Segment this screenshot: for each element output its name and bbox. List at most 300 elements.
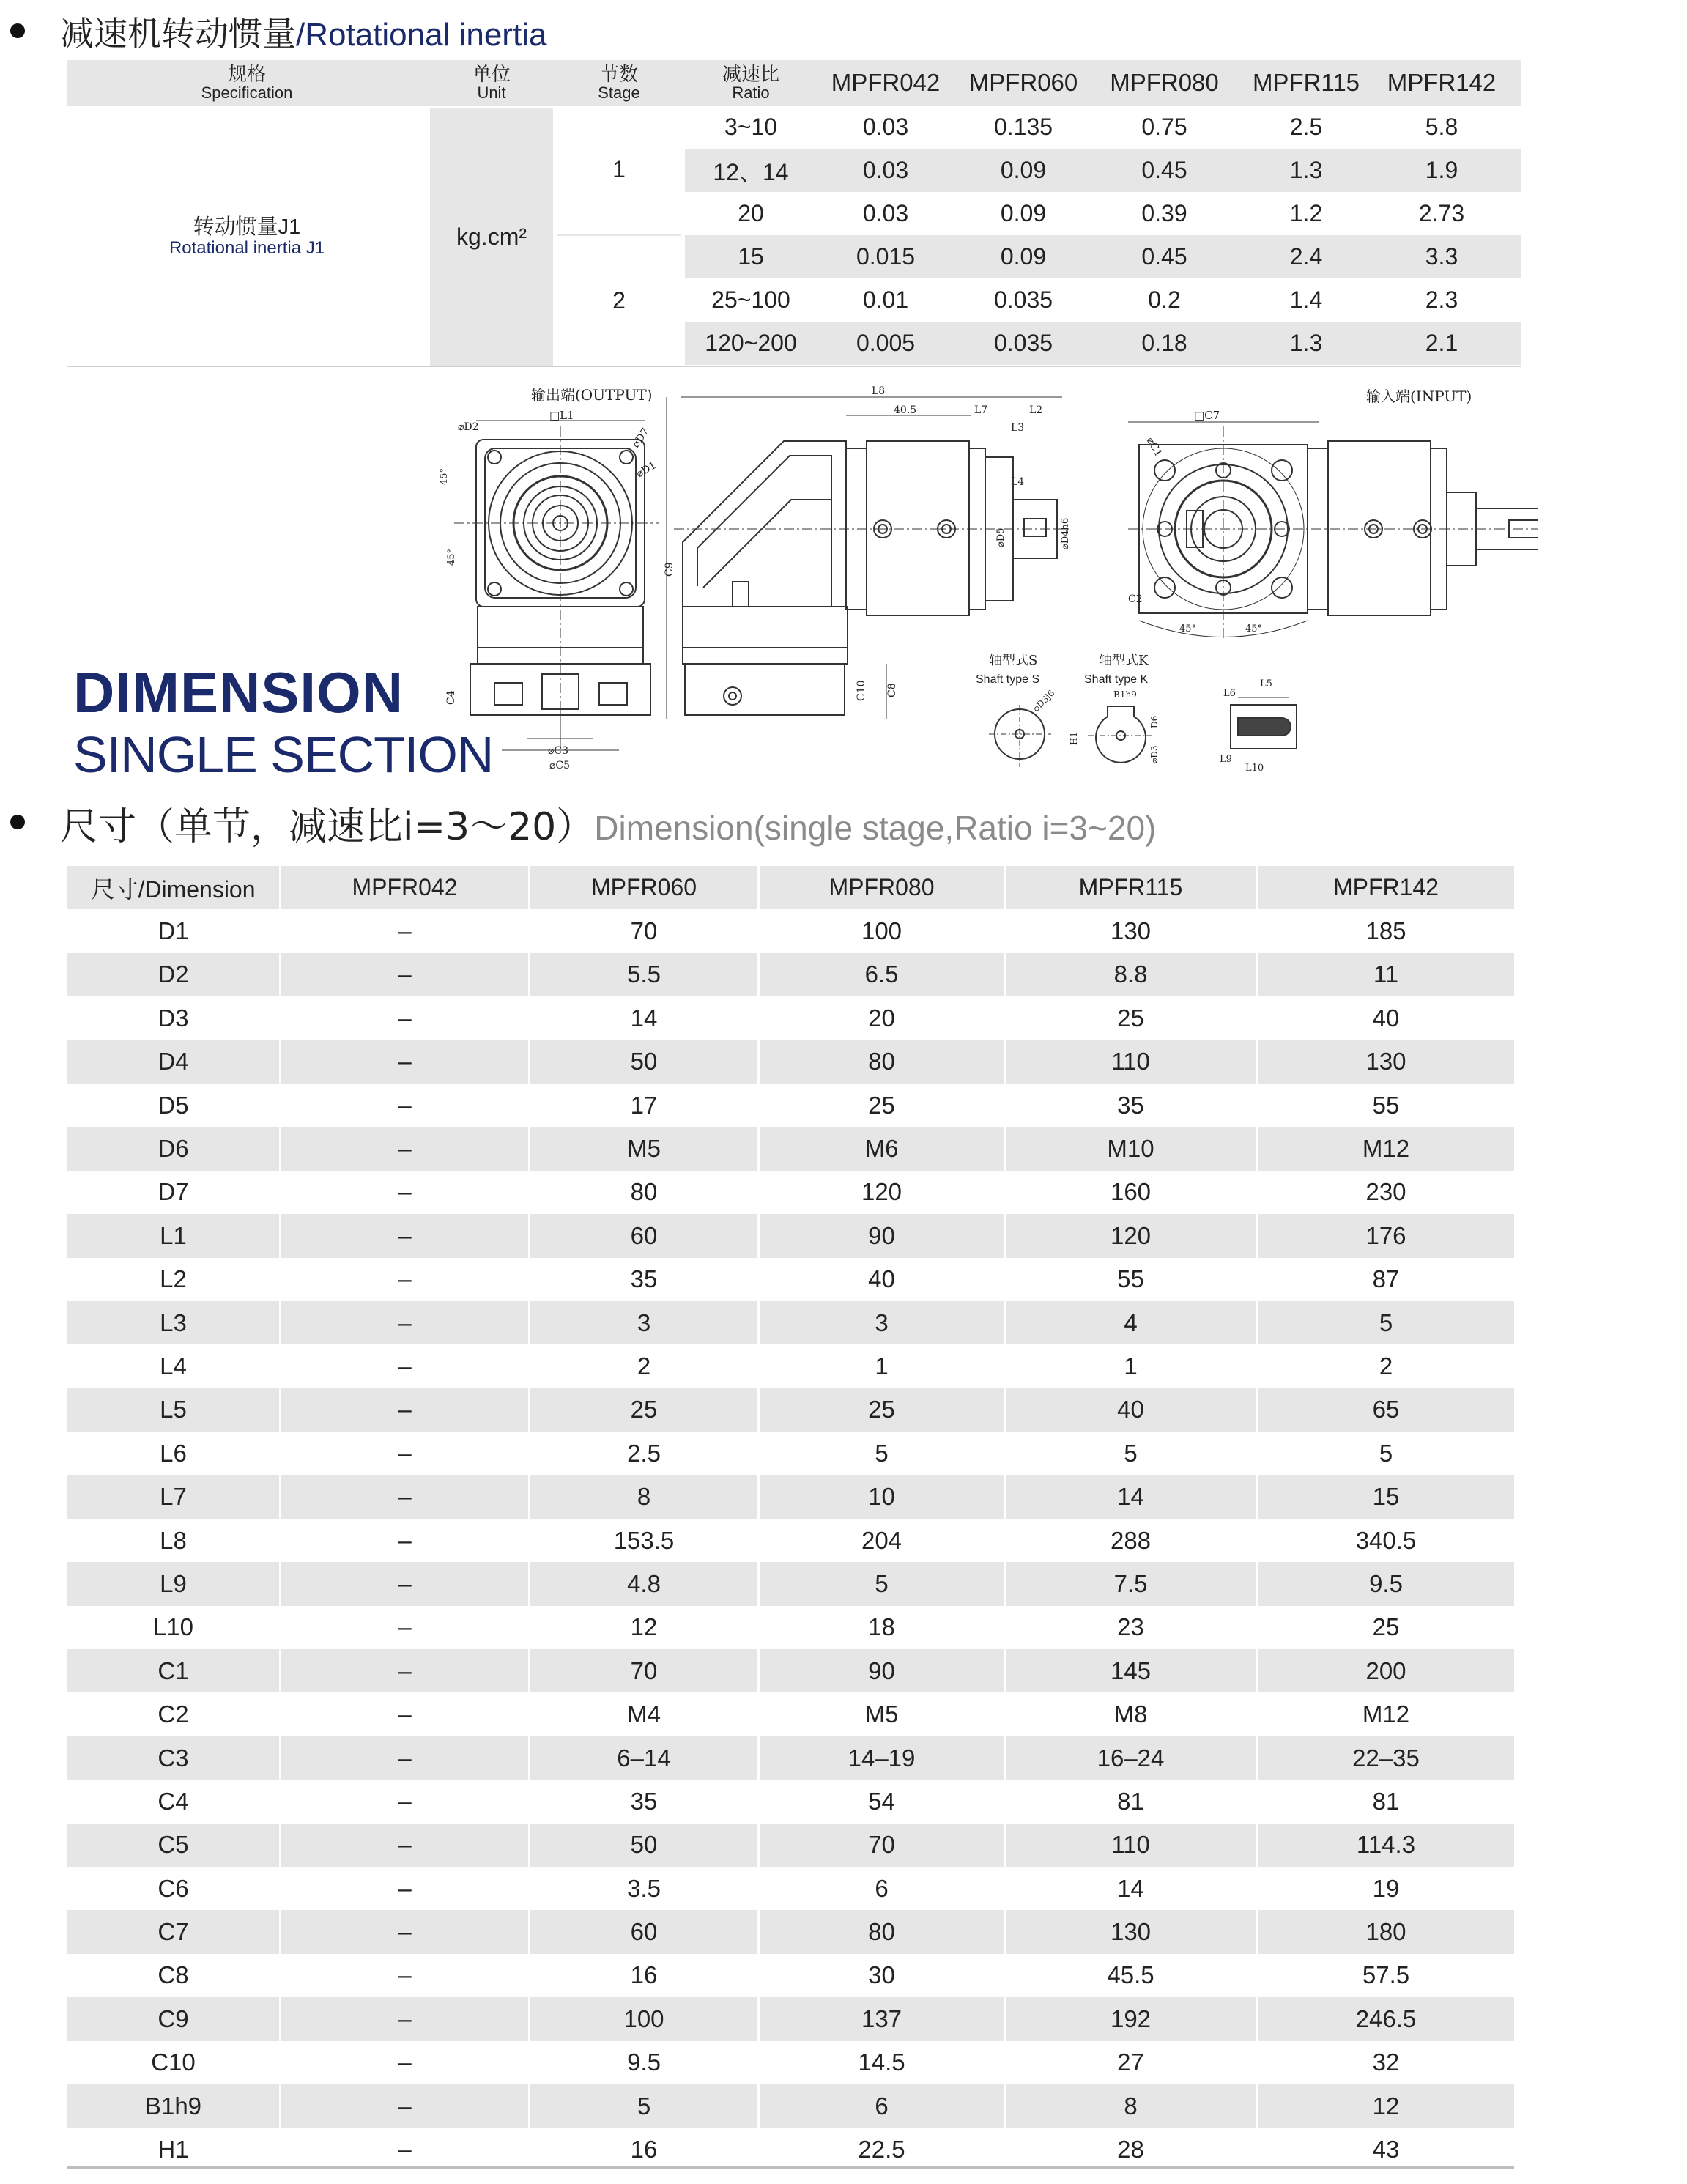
dimension-value-cell: 50 xyxy=(530,1824,760,1867)
table-row xyxy=(67,1692,1514,1736)
ratio-cell: 12、14 xyxy=(713,158,789,185)
dimension-name-cell: H1 xyxy=(67,2128,281,2171)
dimension-name-cell: C2 xyxy=(67,1692,281,1736)
dimension-name-cell: D6 xyxy=(67,1127,281,1170)
dimension-value-cell: 180 xyxy=(1365,1918,1406,1946)
dimension-name-cell: D3 xyxy=(67,996,281,1040)
dimension-value-cell: 153.5 xyxy=(530,1519,760,1562)
dimension-value-cell: – xyxy=(281,1519,530,1562)
svg-text:C10: C10 xyxy=(856,680,867,701)
dimension-value-cell: 2.5 xyxy=(530,1432,760,1475)
inertia-value-cell: 1.3 xyxy=(1289,330,1323,356)
dimension-value-cell: – xyxy=(281,2041,530,2084)
dimension-value-cell: 60 xyxy=(530,1214,760,1257)
dimension-value-cell: – xyxy=(281,1649,530,1692)
dimension-value-cell: 130 xyxy=(1365,1048,1406,1076)
table-row xyxy=(67,2041,1514,2084)
dimension-value-cell: 185 xyxy=(1365,917,1406,945)
inertia-value-cell: 5.8 xyxy=(1425,114,1458,140)
dimension-value-cell: 5 xyxy=(530,2084,760,2128)
svg-text:□L1: □L1 xyxy=(549,409,574,422)
svg-text:45°: 45° xyxy=(439,467,450,485)
svg-text:L3: L3 xyxy=(1011,422,1025,434)
bullet-icon xyxy=(10,815,25,829)
inertia-value-cell: 0.03 xyxy=(862,114,909,140)
dimension-value-cell: – xyxy=(281,1736,530,1780)
dimension-value-cell: 2 xyxy=(1379,1352,1393,1380)
dimension-value-cell: 8 xyxy=(530,1475,760,1518)
dimension-value-cell: 204 xyxy=(760,1519,1006,1562)
dimension-name-cell: L1 xyxy=(67,1214,281,1257)
dimension-name-cell: L10 xyxy=(67,1606,281,1649)
header-cell: MPFR060 xyxy=(530,866,760,909)
dimension-name-cell: L6 xyxy=(67,1432,281,1475)
inertia-value-cell: 0.45 xyxy=(1141,243,1187,270)
table-row xyxy=(67,1171,1514,1214)
svg-text:C4: C4 xyxy=(445,690,457,705)
inertia-value-cell: 1.4 xyxy=(1289,286,1323,313)
ratio-cell: 120~200 xyxy=(705,330,797,356)
dimension-value-cell: 110 xyxy=(1006,1040,1258,1084)
ratio-cell: 15 xyxy=(738,243,764,270)
inertia-value-cell: 2.3 xyxy=(1425,286,1458,313)
dimension-value-cell: 10 xyxy=(760,1475,1006,1518)
dimension-value-cell: 81 xyxy=(1006,1780,1258,1823)
dimension-value-cell: 80 xyxy=(760,1910,1006,1953)
svg-text:45°: 45° xyxy=(1179,623,1197,634)
dimension-value-cell: 5 xyxy=(1379,1439,1393,1467)
dimension-name-cell: D5 xyxy=(67,1084,281,1127)
inertia-value-cell: 3.3 xyxy=(1425,243,1458,270)
unit-value: kg.cm² xyxy=(430,108,553,366)
dimension-value-cell: – xyxy=(281,1780,530,1823)
inertia-value-cell: 1.2 xyxy=(1289,200,1323,226)
svg-text:L8: L8 xyxy=(872,385,886,397)
dimension-value-cell: 55 xyxy=(1006,1258,1258,1301)
dimension-title: DIMENSION xyxy=(73,660,404,725)
dimension-name-cell: D2 xyxy=(67,953,281,996)
inertia-value-cell: 1.9 xyxy=(1425,157,1458,183)
table-row xyxy=(67,1606,1514,1649)
dimension-value-cell: M10 xyxy=(1006,1127,1258,1170)
svg-text:⌀C5: ⌀C5 xyxy=(549,760,571,771)
svg-text:⌀C3: ⌀C3 xyxy=(548,745,569,757)
inertia-value-cell: 0.035 xyxy=(993,330,1053,356)
svg-text:轴型式S: 轴型式S xyxy=(989,653,1038,668)
table-row xyxy=(67,1388,1514,1432)
svg-text:⌀C1: ⌀C1 xyxy=(1143,435,1165,459)
dimension-value-cell: – xyxy=(281,996,530,1040)
dimension-value-cell: 40 xyxy=(1006,1388,1258,1432)
dimension-value-cell: – xyxy=(281,1475,530,1518)
dimension-value-cell: 5 xyxy=(760,1562,1006,1605)
dimension-name-cell: C4 xyxy=(67,1780,281,1823)
dimension-value-cell: 130 xyxy=(1006,1910,1258,1953)
svg-text:□C7: □C7 xyxy=(1194,409,1220,422)
dimension-value-cell: 25 xyxy=(1372,1613,1400,1641)
dimension-value-cell: M8 xyxy=(1006,1692,1258,1736)
table-row xyxy=(67,1344,1514,1388)
dimension-value-cell: 25 xyxy=(1006,996,1258,1040)
dimension-value-cell: 12 xyxy=(1372,2092,1400,2120)
dimension-value-cell: – xyxy=(281,1344,530,1388)
inertia-value-cell: 0.45 xyxy=(1141,157,1187,183)
dimension-value-cell: 70 xyxy=(760,1824,1006,1867)
header-unit: 单位 Unit xyxy=(472,62,511,103)
svg-text:轴型式K: 轴型式K xyxy=(1099,653,1149,668)
inertia-heading xyxy=(60,7,546,56)
inertia-value-cell: 2.73 xyxy=(1418,200,1465,226)
dimension-value-cell: – xyxy=(281,953,530,996)
header-model: MPFR142 xyxy=(1387,69,1497,96)
dimension-value-cell: 145 xyxy=(1006,1649,1258,1692)
dimension-name-cell: D1 xyxy=(67,909,281,952)
svg-text:⌀D7: ⌀D7 xyxy=(630,426,652,451)
inertia-value-cell: 0.035 xyxy=(993,286,1053,313)
header-cell: 尺寸/Dimension xyxy=(67,866,281,909)
dimension-value-cell: 100 xyxy=(760,909,1006,952)
header-model: MPFR080 xyxy=(1110,69,1219,96)
dimension-value-cell: 6 xyxy=(760,2084,1006,2128)
svg-text:C8: C8 xyxy=(886,683,898,697)
dimension-value-cell: – xyxy=(281,1606,530,1649)
dimension-value-cell: 32 xyxy=(1372,2048,1400,2076)
dimension-value-cell: – xyxy=(281,909,530,952)
header-model: MPFR042 xyxy=(831,69,941,96)
dimension-value-cell: 25 xyxy=(760,1084,1006,1127)
dimension-value-cell: 57.5 xyxy=(1362,1961,1410,1989)
dimension-value-cell: 192 xyxy=(1006,1997,1258,2040)
dimension-name-cell: L4 xyxy=(67,1344,281,1388)
svg-text:45°: 45° xyxy=(1245,623,1263,634)
header-model: MPFR060 xyxy=(968,69,1078,96)
stage-1: 1 xyxy=(612,156,626,182)
svg-text:⌀D2: ⌀D2 xyxy=(458,421,479,433)
table-row xyxy=(67,909,1514,952)
inertia-table xyxy=(67,60,1521,368)
inertia-value-cell: 0.09 xyxy=(1000,200,1047,226)
svg-text:Shaft type K: Shaft type K xyxy=(1084,673,1149,686)
inertia-value-cell: 0.09 xyxy=(1000,157,1047,183)
shaft-details xyxy=(976,653,1297,774)
svg-text:Shaft type S: Shaft type S xyxy=(976,673,1040,686)
table-row xyxy=(67,1432,1514,1475)
svg-text:L10: L10 xyxy=(1245,763,1264,774)
inertia-value-cell: 0.75 xyxy=(1141,114,1187,140)
dimension-value-cell: 16 xyxy=(530,2128,760,2171)
table-row xyxy=(67,1954,1514,1997)
dimension-value-cell: – xyxy=(281,1692,530,1736)
dimension-value-cell: 30 xyxy=(760,1954,1006,1997)
dimension-value-cell: 28 xyxy=(1006,2128,1258,2171)
dimension-value-cell: 35 xyxy=(530,1780,760,1823)
dimension-value-cell: 9.5 xyxy=(1369,1569,1403,1597)
table-row xyxy=(67,1736,1514,1780)
dimension-value-cell: 246.5 xyxy=(1355,2005,1417,2032)
dimension-title-en: Dimension(single stage,Ratio i=3~20) xyxy=(594,809,1157,847)
inertia-value-cell: 2.1 xyxy=(1425,330,1458,356)
dimension-value-cell: M12 xyxy=(1362,1700,1410,1728)
svg-text:L9: L9 xyxy=(1220,754,1232,765)
inertia-title-en: /Rotational inertia xyxy=(296,17,547,53)
dimension-value-cell: 7.5 xyxy=(1006,1562,1258,1605)
dimension-name-cell: C6 xyxy=(67,1867,281,1910)
dimension-value-cell: 90 xyxy=(760,1649,1006,1692)
table-bottom-rule xyxy=(67,2166,1514,2169)
svg-text:输入端(INPUT): 输入端(INPUT) xyxy=(1366,388,1472,405)
dimension-value-cell: – xyxy=(281,1562,530,1605)
dimension-value-cell: 4.8 xyxy=(530,1562,760,1605)
dimension-name-cell: C10 xyxy=(67,2041,281,2084)
dimension-title-zh: 尺寸（单节，减速比i=3～20） xyxy=(60,805,595,849)
dimension-value-cell: M6 xyxy=(760,1127,1006,1170)
dimension-value-cell: 43 xyxy=(1372,2136,1400,2163)
dimension-value-cell: 14 xyxy=(530,996,760,1040)
table-row xyxy=(67,1824,1514,1867)
table-row xyxy=(67,1127,1514,1170)
dimension-value-cell: 5.5 xyxy=(530,953,760,996)
dimension-value-cell: – xyxy=(281,1258,530,1301)
dimension-value-cell: – xyxy=(281,1824,530,1867)
inertia-value-cell: 2.4 xyxy=(1289,243,1323,270)
header-cell: MPFR115 xyxy=(1006,866,1258,909)
header-spec: 规格 Specification xyxy=(201,62,293,103)
dimension-value-cell: 54 xyxy=(760,1780,1006,1823)
header-stage: 节数 Stage xyxy=(598,62,640,103)
dimension-value-cell: 14.5 xyxy=(760,2041,1006,2084)
dimension-value-cell: 80 xyxy=(760,1040,1006,1084)
dimension-name-cell: L3 xyxy=(67,1301,281,1344)
dimension-value-cell: 110 xyxy=(1006,1824,1258,1867)
dimension-value-cell: 340.5 xyxy=(1355,1526,1417,1554)
dimension-value-cell: – xyxy=(281,1084,530,1127)
dimension-value-cell: – xyxy=(281,1301,530,1344)
dimension-name-cell: C8 xyxy=(67,1954,281,1997)
dimension-value-cell: 14–19 xyxy=(760,1736,1006,1780)
svg-text:L6: L6 xyxy=(1223,688,1236,699)
dimension-name-cell: L9 xyxy=(67,1562,281,1605)
svg-text:⌀D4h6: ⌀D4h6 xyxy=(1060,517,1071,549)
svg-text:L5: L5 xyxy=(1260,678,1272,689)
dimension-value-cell: 288 xyxy=(1006,1519,1258,1562)
dimension-value-cell: 11 xyxy=(1373,960,1399,988)
dimension-value-cell: M4 xyxy=(530,1692,760,1736)
dimension-value-cell: 19 xyxy=(1372,1874,1400,1902)
dimension-value-cell: – xyxy=(281,1432,530,1475)
bullet-icon xyxy=(10,23,25,38)
table-row xyxy=(67,1562,1514,1605)
dimension-name-cell: C5 xyxy=(67,1824,281,1867)
spec-label: 转动惯量J1 Rotational inertia J1 xyxy=(67,106,426,366)
dimension-value-cell: 8 xyxy=(1006,2084,1258,2128)
inertia-value-cell: 1.3 xyxy=(1289,157,1323,183)
dimension-value-cell: 70 xyxy=(530,1649,760,1692)
dimension-value-cell: – xyxy=(281,1867,530,1910)
dimension-value-cell: – xyxy=(281,1954,530,1997)
dimension-value-cell: 22.5 xyxy=(760,2128,1006,2171)
dimension-value-cell: 6.5 xyxy=(760,953,1006,996)
svg-text:⌀D5: ⌀D5 xyxy=(995,528,1006,547)
dimension-value-cell: 3 xyxy=(530,1301,760,1344)
header-cell: MPFR042 xyxy=(281,866,530,909)
dimension-value-cell: 3.5 xyxy=(530,1867,760,1910)
table-row xyxy=(67,1910,1514,1953)
dimension-value-cell: 35 xyxy=(530,1258,760,1301)
inertia-value-cell: 0.09 xyxy=(1000,243,1047,270)
dimension-value-cell: 200 xyxy=(1365,1656,1406,1684)
dimension-value-cell: 1 xyxy=(760,1344,1006,1388)
svg-text:C2: C2 xyxy=(1128,593,1143,605)
dimension-name-cell: C7 xyxy=(67,1910,281,1953)
inertia-value-cell: 0.015 xyxy=(856,243,916,270)
dimension-name-cell: C1 xyxy=(67,1649,281,1692)
dimension-value-cell: – xyxy=(281,2128,530,2171)
dimension-value-cell: 18 xyxy=(760,1606,1006,1649)
dimension-name-cell: C3 xyxy=(67,1736,281,1780)
table-row xyxy=(67,1040,1514,1084)
dimension-value-cell: 120 xyxy=(1006,1214,1258,1257)
output-view xyxy=(439,386,659,771)
ratio-cell: 3~10 xyxy=(724,114,778,140)
dimension-value-cell: 25 xyxy=(760,1388,1006,1432)
dimension-value-cell: 70 xyxy=(530,909,760,952)
table-row xyxy=(67,996,1514,1040)
svg-text:输出端(OUTPUT): 输出端(OUTPUT) xyxy=(531,386,653,404)
dimension-value-cell: 5 xyxy=(760,1432,1006,1475)
dimension-value-cell: – xyxy=(281,1997,530,2040)
svg-text:H1: H1 xyxy=(1069,731,1079,745)
svg-text:B1h9: B1h9 xyxy=(1113,689,1137,700)
dimension-value-cell: 55 xyxy=(1372,1091,1400,1119)
dimension-value-cell: – xyxy=(281,1127,530,1170)
inertia-value-cell: 0.005 xyxy=(856,330,916,356)
inertia-value-cell: 2.5 xyxy=(1289,114,1323,140)
dimension-name-cell: L7 xyxy=(67,1475,281,1518)
inertia-value-cell: 0.03 xyxy=(862,200,909,226)
dimension-value-cell: 5 xyxy=(1006,1432,1258,1475)
dimension-value-cell: 60 xyxy=(530,1910,760,1953)
dimension-value-cell: 4 xyxy=(1006,1301,1258,1344)
inertia-value-cell: 0.01 xyxy=(862,286,909,313)
technical-drawing xyxy=(425,375,1538,785)
dimension-name-cell: L2 xyxy=(67,1258,281,1301)
inertia-value-cell: 0.135 xyxy=(993,114,1053,140)
dimension-value-cell: 114.3 xyxy=(1356,1831,1416,1859)
dimension-value-cell: 80 xyxy=(530,1171,760,1214)
dimension-value-cell: 14 xyxy=(1006,1867,1258,1910)
header-model: MPFR115 xyxy=(1252,69,1360,96)
dimension-name-cell: D7 xyxy=(67,1171,281,1214)
dimension-value-cell: 137 xyxy=(760,1997,1006,2040)
dimension-value-cell: 3 xyxy=(760,1301,1006,1344)
side-view xyxy=(664,385,1071,719)
dimension-name-cell: B1h9 xyxy=(67,2084,281,2128)
inertia-value-cell: 0.2 xyxy=(1148,286,1181,313)
dimension-value-cell: 8.8 xyxy=(1006,953,1258,996)
table-row xyxy=(67,1649,1514,1692)
dimension-value-cell: – xyxy=(281,1388,530,1432)
dimension-value-cell: 65 xyxy=(1372,1396,1400,1424)
svg-text:⌀D3j6: ⌀D3j6 xyxy=(1031,687,1057,714)
svg-text:45°: 45° xyxy=(446,548,457,566)
inertia-value-cell: 0.18 xyxy=(1141,330,1187,356)
dimension-value-cell: 23 xyxy=(1006,1606,1258,1649)
table-row xyxy=(67,1519,1514,1562)
table-row xyxy=(67,1475,1514,1518)
dimension-value-cell: M5 xyxy=(530,1127,760,1170)
svg-text:⌀D1: ⌀D1 xyxy=(634,459,659,481)
table-row xyxy=(67,1214,1514,1257)
dimension-subtitle: SINGLE SECTION xyxy=(73,726,494,783)
dimension-value-cell: 1 xyxy=(1006,1344,1258,1388)
dimension-value-cell: 16–24 xyxy=(1006,1736,1258,1780)
dimension-value-cell: 9.5 xyxy=(530,2041,760,2084)
table-row xyxy=(67,953,1514,996)
dimension-value-cell: 2 xyxy=(530,1344,760,1388)
dimension-value-cell: 17 xyxy=(530,1084,760,1127)
table-row xyxy=(67,1084,1514,1127)
svg-text:L7: L7 xyxy=(974,404,988,416)
dimension-value-cell: 12 xyxy=(530,1606,760,1649)
dimension-value-cell: 100 xyxy=(530,1997,760,2040)
input-view xyxy=(1128,388,1538,639)
dimension-value-cell: 35 xyxy=(1006,1084,1258,1127)
svg-text:C9: C9 xyxy=(664,562,675,577)
dimension-value-cell: – xyxy=(281,2084,530,2128)
header-ratio: 减速比 Ratio xyxy=(722,62,779,103)
svg-text:L4: L4 xyxy=(1011,476,1025,488)
dimension-value-cell: 40 xyxy=(1372,1004,1400,1032)
table-row xyxy=(67,1867,1514,1910)
dimension-value-cell: 15 xyxy=(1372,1483,1400,1511)
dimension-value-cell: 16 xyxy=(530,1954,760,1997)
dimension-value-cell: 87 xyxy=(1372,1265,1400,1293)
dimension-value-cell: 120 xyxy=(760,1171,1006,1214)
header-cell: MPFR080 xyxy=(760,866,1006,909)
dimension-value-cell: 6–14 xyxy=(530,1736,760,1780)
ratio-cell: 20 xyxy=(738,200,764,226)
stage-2: 2 xyxy=(612,287,626,314)
dimension-name-cell: D4 xyxy=(67,1040,281,1084)
dimension-value-cell: – xyxy=(281,1910,530,1953)
dimension-value-cell: 40 xyxy=(760,1258,1006,1301)
dimension-name-cell: L5 xyxy=(67,1388,281,1432)
dimension-value-cell: 160 xyxy=(1006,1171,1258,1214)
table-row xyxy=(67,2084,1514,2128)
dimension-value-cell: 130 xyxy=(1006,909,1258,952)
dimension-value-cell: – xyxy=(281,1040,530,1084)
dimension-name-cell: C9 xyxy=(67,1997,281,2040)
ratio-cell: 25~100 xyxy=(711,286,790,313)
dimension-value-cell: 45.5 xyxy=(1006,1954,1258,1997)
dimension-value-cell: 14 xyxy=(1006,1475,1258,1518)
dimension-value-cell: 90 xyxy=(760,1214,1006,1257)
dimension-value-cell: – xyxy=(281,1171,530,1214)
dimension-value-cell: 6 xyxy=(760,1867,1006,1910)
dimension-value-cell: 25 xyxy=(530,1388,760,1432)
dimension-value-cell: 27 xyxy=(1006,2041,1258,2084)
table-row xyxy=(67,1258,1514,1301)
svg-text:L2: L2 xyxy=(1029,404,1043,416)
table-header xyxy=(67,866,1514,909)
dimension-value-cell: 5 xyxy=(1379,1308,1393,1336)
inertia-value-cell: 0.39 xyxy=(1141,200,1187,226)
dimension-value-cell: 176 xyxy=(1365,1221,1406,1249)
dimension-value-cell: M5 xyxy=(760,1692,1006,1736)
dimension-value-cell: 50 xyxy=(530,1040,760,1084)
dimension-heading xyxy=(60,796,1156,851)
dimension-value-cell: 81 xyxy=(1372,1787,1400,1815)
